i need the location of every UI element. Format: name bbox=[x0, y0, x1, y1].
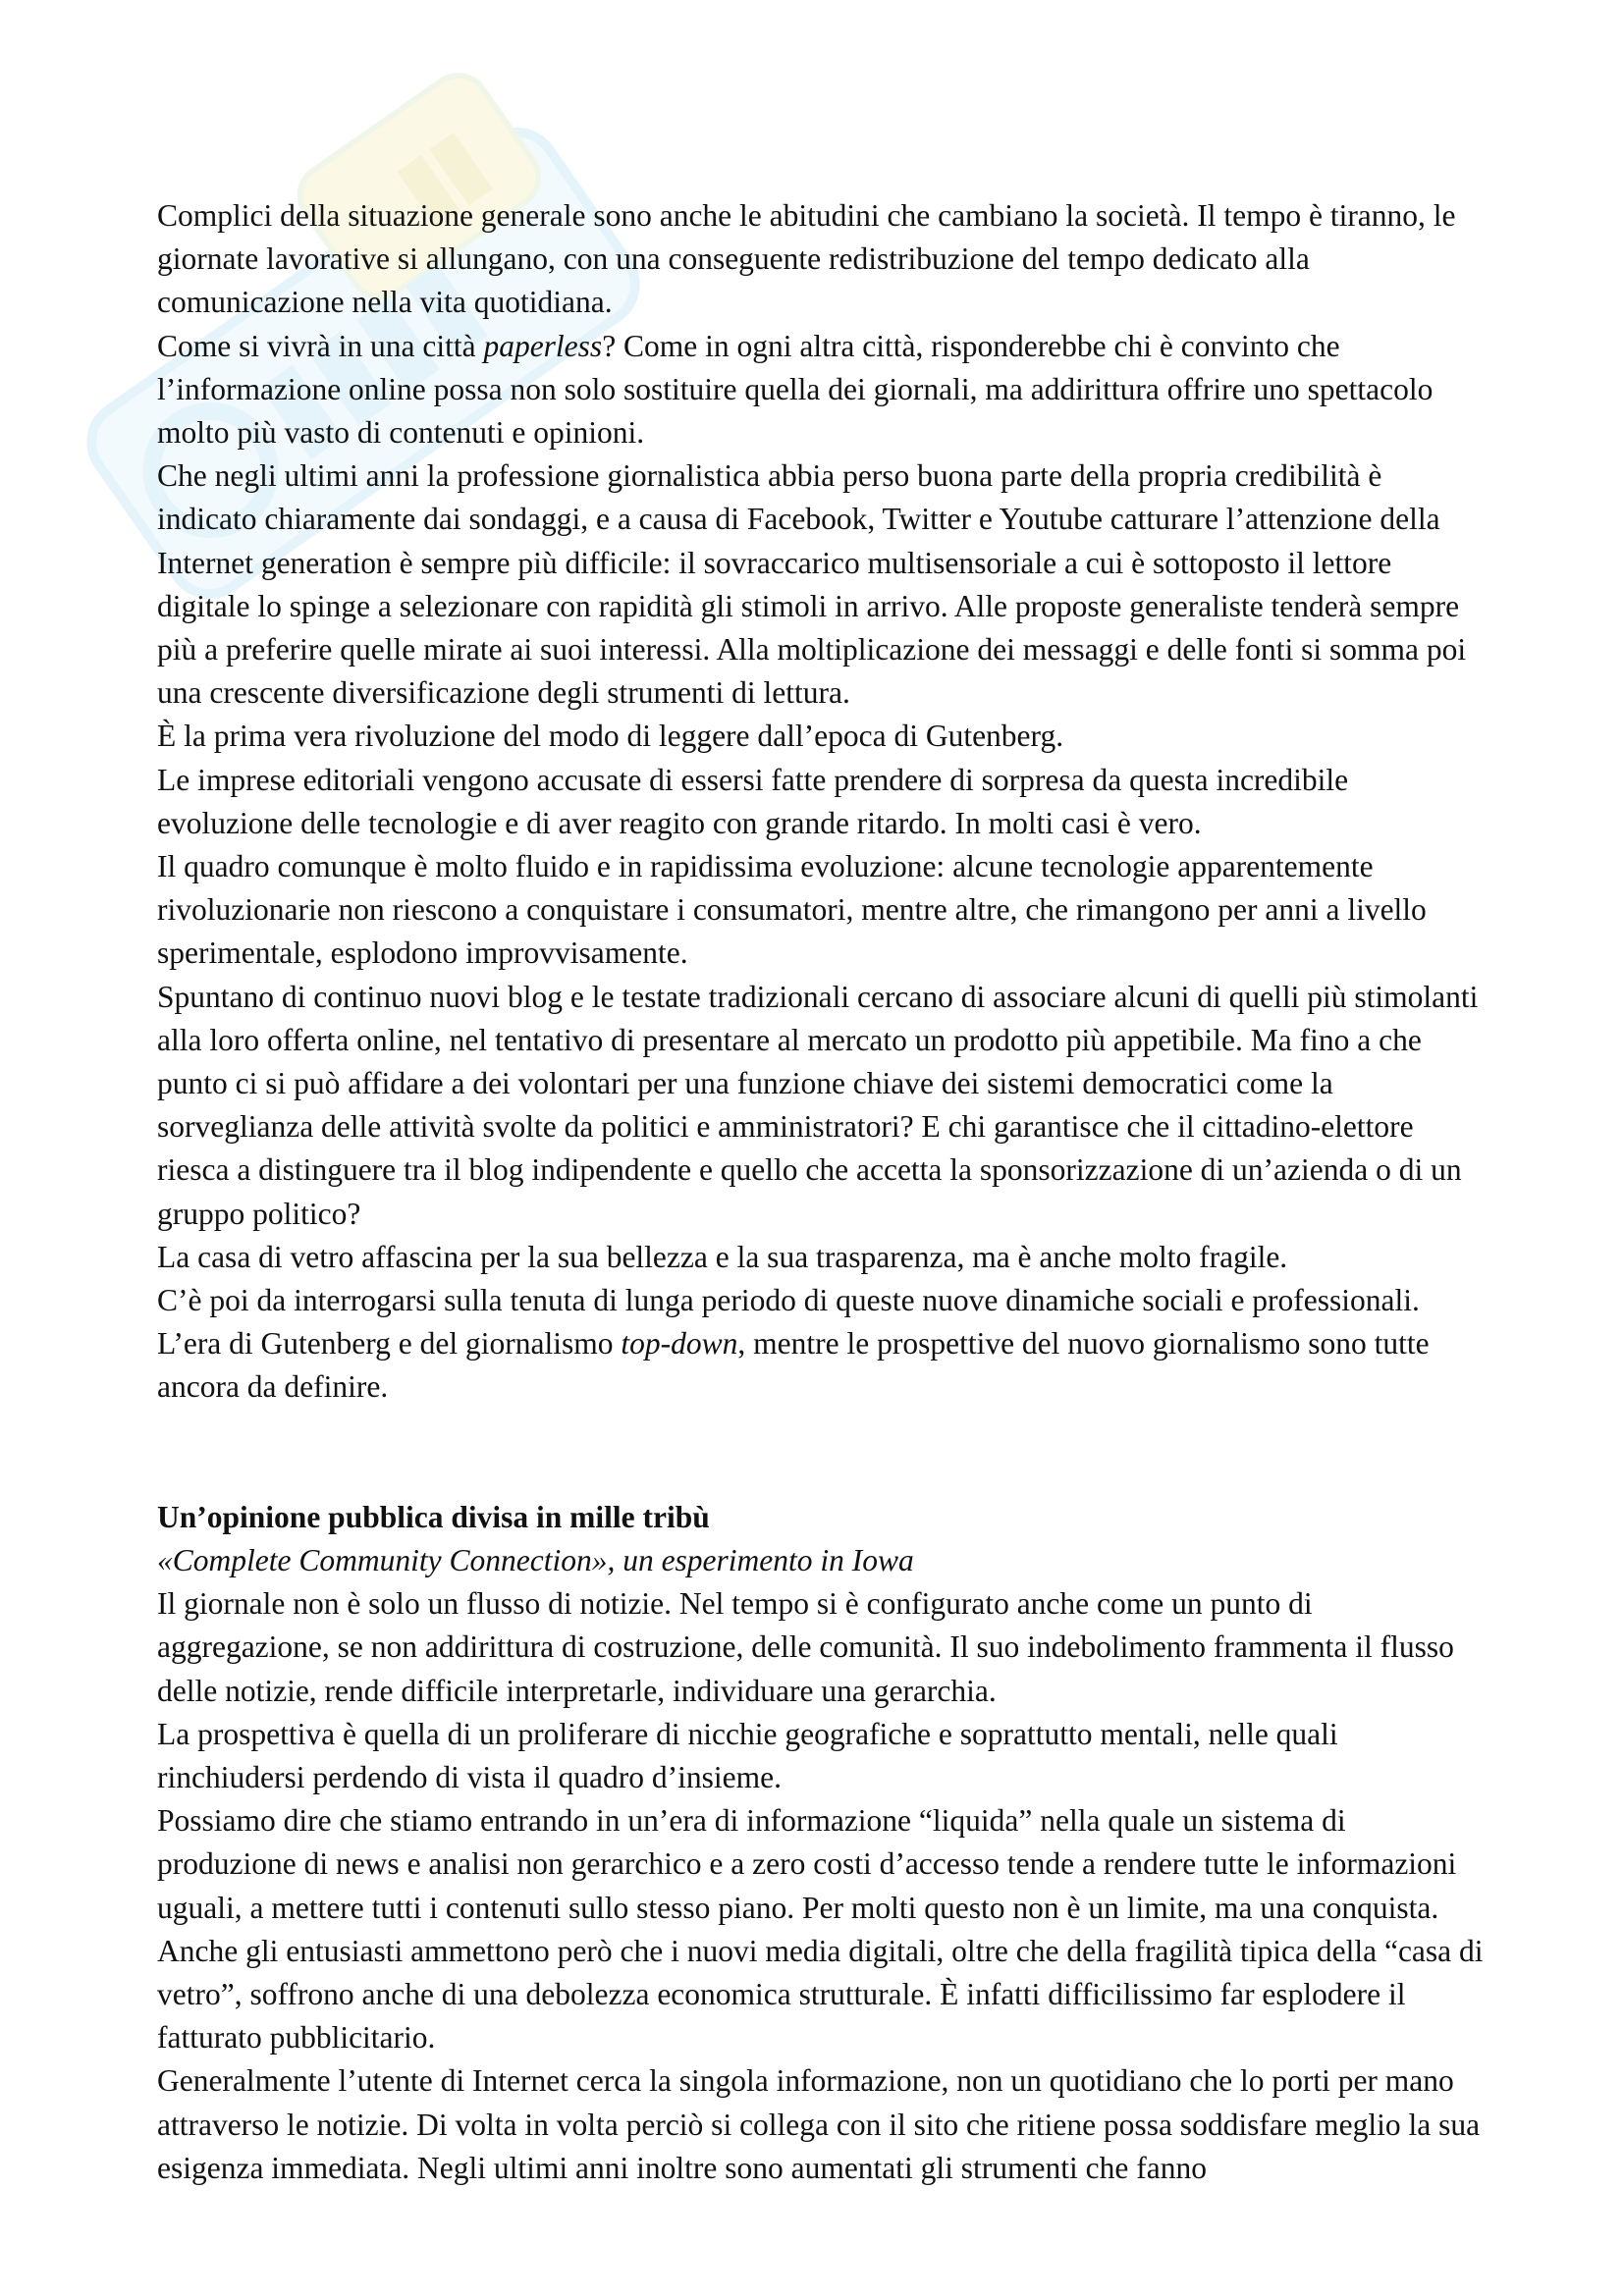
paragraph: È la prima vera rivoluzione del modo di leggere dall’epoca di Gutenberg. bbox=[157, 719, 1064, 754]
paragraph-text: Come si vivrà in una città bbox=[157, 328, 484, 363]
section-subheading: «Complete Community Connection», un esperimento in Iowa bbox=[157, 1542, 914, 1577]
italic-term: paperless bbox=[483, 328, 603, 363]
paragraph: Complici della situazione generale sono anche le abitudini che cambiano la società. Il tempo è tiranno, le giornate lavorative si allungano, con una conseguente redistribuzione del tempo dedicato alla comunicazione nella vita quotidiana. bbox=[157, 198, 1456, 320]
paragraph bbox=[157, 325, 1485, 455]
paragraph-text: C’è poi da interrogarsi sulla tenuta di lunga periodo di queste nuove dinamiche sociali e professionali. L’era di Gutenberg e del giornalismo bbox=[157, 1283, 1420, 1362]
paragraph: La casa di vetro affascina per la sua bellezza e la sua trasparenza, ma è anche molto fragile. bbox=[157, 1239, 1288, 1274]
paragraph: Possiamo dire che stiamo entrando in un’era di informazione “liquida” nella quale un sistema di produzione di news e analisi non gerarchico e a zero costi d’accesso tende a rendere tutte le informazioni uguali, a mettere tutti i contenuti sullo stesso piano. Per molti questo non è un limite, ma una conquista. Anche gli entusiasti ammettono però che i nuovi media digitali, oltre che della fragilità tipica della “casa di vetro”, soffrono anche di una debolezza economica strutturale. È infatti difficilissimo far esplodere il fatturato pubblicitario. bbox=[157, 1803, 1484, 2056]
section-spacer bbox=[157, 1410, 1485, 1496]
section-heading: Un’opinione pubblica divisa in mille tribù bbox=[157, 1499, 710, 1534]
paragraph: Le imprese editoriali vengono accusate di essersi fatte prendere di sorpresa da questa incredibile evoluzione delle tecnologie e di aver reagito con grande ritardo. In molti casi è vero. bbox=[157, 762, 1349, 840]
paragraph bbox=[157, 1279, 1485, 1410]
paragraph: Il quadro comunque è molto fluido e in rapidissima evoluzione: alcune tecnologie apparentemente rivoluzionarie non riescono a conquistare i consumatori, mentre altre, che rimangono per anni a livello sperimentale, esplodono improvvisamente. bbox=[157, 849, 1427, 971]
paragraph-text: , mentre le prospettive del nuovo giornalismo sono tutte ancora da definire. bbox=[157, 1326, 1430, 1405]
paragraph: La prospettiva è quella di un proliferare di nicchie geografiche e soprattutto mentali, nelle quali rinchiudersi perdendo di vista il quadro d’insieme. bbox=[157, 1716, 1338, 1794]
paragraph: Generalmente l’utente di Internet cerca la singola informazione, non un quotidiano che lo porti per mano attraverso le notizie. Di volta in volta perciò si collega con il sito che ritiene possa soddisfare meglio la sua esigenza immediata. Negli ultimi anni inoltre sono aumentati gli strumenti che fanno bbox=[157, 2063, 1481, 2185]
paragraph: Spuntano di continuo nuovi blog e le testate tradizionali cercano di associare alcuni di quelli più stimolanti alla loro offerta online, nel tentativo di presentare al mercato un prodotto più appetibile. Ma fino a che punto ci si può affidare a dei volontari per una funzione chiave dei sistemi democratici come la sorveglianza delle attività svolte da politici e amministratori? E chi garantisce che il cittadino-elettore riesca a distinguere tra il blog indipendente e quello che accetta la sponsorizzazione di un’azienda o di un gruppo politico? bbox=[157, 979, 1479, 1231]
italic-term: top-down bbox=[621, 1326, 738, 1362]
paragraph: Che negli ultimi anni la professione giornalistica abbia perso buona parte della propria credibilità è indicato chiaramente dai sondaggi, e a causa di Facebook, Twitter e Youtube catturare l’attenzione della Internet generation è sempre più difficile: il sovraccarico multisensoriale a cui è sottoposto il lettore digitale lo spinge a selezionare con rapidità gli stimoli in arrivo. Alle proposte generaliste tenderà sempre più a preferire quelle mirate ai suoi interessi. Alla moltiplicazione dei messaggi e delle fonti si somma poi una crescente diversificazione degli strumenti di lettura. bbox=[157, 458, 1467, 711]
document-body bbox=[157, 194, 1485, 2190]
paragraph: Il giornale non è solo un flusso di notizie. Nel tempo si è configurato anche come un punto di aggregazione, se non addirittura di costruzione, delle comunità. Il suo indebolimento frammenta il flusso delle notizie, rende difficile interpretarle, individuare una gerarchia. bbox=[157, 1586, 1454, 1708]
paragraph-text: ? Come in ogni altra città, risponderebbe chi è convinto che l’informazione online possa non solo sostituire quella dei giornali, ma addirittura offrire uno spettacolo molto più vasto di contenuti e opinioni. bbox=[157, 328, 1434, 451]
